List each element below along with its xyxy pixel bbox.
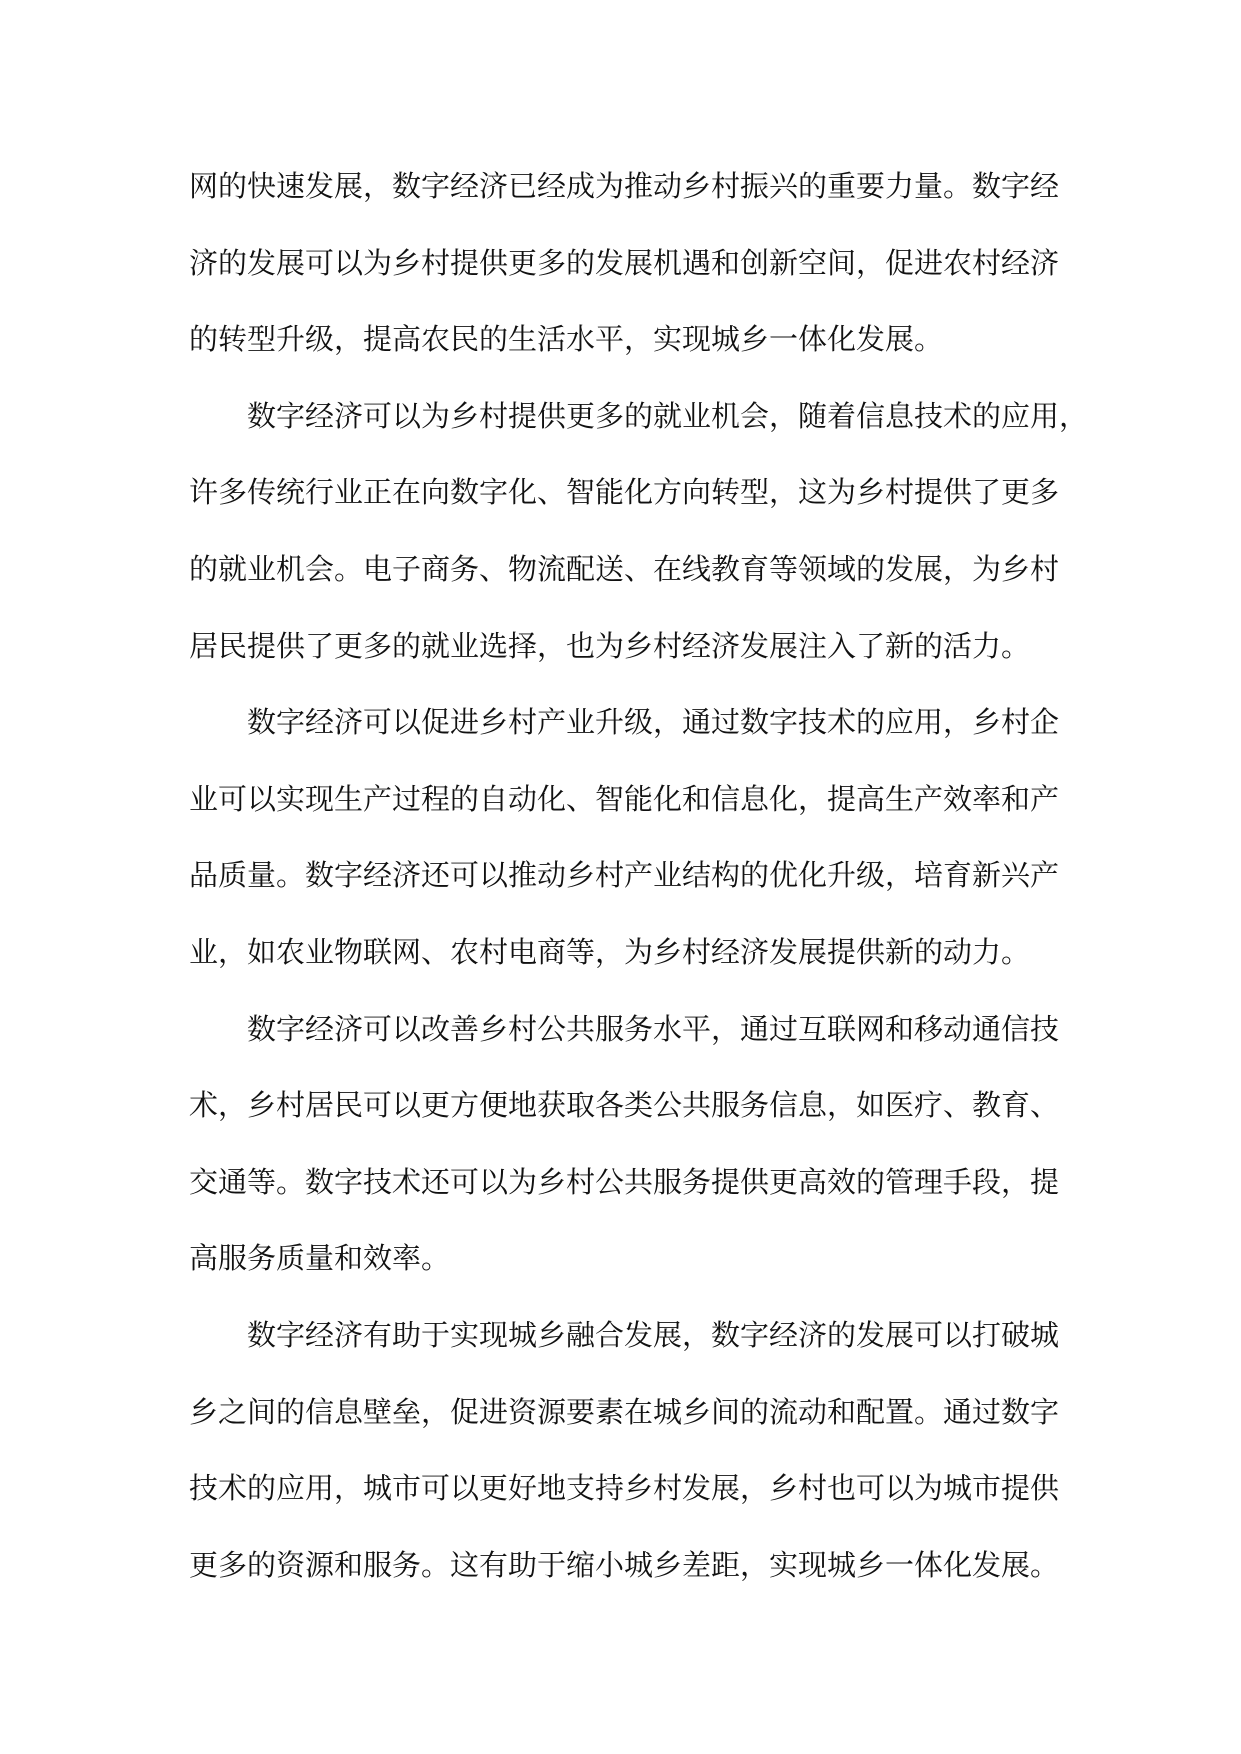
paragraph-5-line-4: 更多的资源和服务。这有助于缩小城乡差距，实现城乡一体化发展。 bbox=[189, 1547, 1060, 1582]
paragraph-1-line-3: 的转型升级，提高农民的生活水平，实现城乡一体化发展。 bbox=[189, 322, 944, 357]
paragraph-3-line-1: 数字经济可以促进乡村产业升级，通过数字技术的应用，乡村企 bbox=[247, 705, 1060, 740]
paragraph-2-line-1: 数字经济可以为乡村提供更多的就业机会，随着信息技术的应用， bbox=[247, 398, 1089, 433]
paragraph-5-line-1: 数字经济有助于实现城乡融合发展，数字经济的发展可以打破城 bbox=[247, 1317, 1060, 1352]
paragraph-3-line-4: 业，如农业物联网、农村电商等，为乡村经济发展提供新的动力。 bbox=[189, 934, 1031, 969]
document-body bbox=[189, 148, 1089, 1603]
paragraph-4-line-1: 数字经济可以改善乡村公共服务水平，通过互联网和移动通信技 bbox=[247, 1011, 1060, 1046]
paragraph-2-line-2: 许多传统行业正在向数字化、智能化方向转型，这为乡村提供了更多 bbox=[189, 475, 1060, 510]
paragraph-4-line-3: 交通等。数字技术还可以为乡村公共服务提供更高效的管理手段，提 bbox=[189, 1164, 1060, 1199]
paragraph-5-line-2: 乡之间的信息壁垒，促进资源要素在城乡间的流动和配置。通过数字 bbox=[189, 1394, 1060, 1429]
paragraph-4-line-2: 术，乡村居民可以更方便地获取各类公共服务信息，如医疗、教育、 bbox=[189, 1088, 1060, 1123]
paragraph-2-line-3: 的就业机会。电子商务、物流配送、在线教育等领域的发展，为乡村 bbox=[189, 551, 1060, 586]
paragraph-5-line-3: 技术的应用，城市可以更好地支持乡村发展，乡村也可以为城市提供 bbox=[189, 1471, 1060, 1506]
paragraph-4-line-4: 高服务质量和效率。 bbox=[189, 1241, 451, 1276]
paragraph-3-line-3: 品质量。数字经济还可以推动乡村产业结构的优化升级，培育新兴产 bbox=[189, 858, 1060, 893]
paragraph-1-line-2: 济的发展可以为乡村提供更多的发展机遇和创新空间，促进农村经济 bbox=[189, 245, 1060, 280]
paragraph-2-line-4: 居民提供了更多的就业选择，也为乡村经济发展注入了新的活力。 bbox=[189, 628, 1031, 663]
paragraph-1-line-1: 网的快速发展，数字经济已经成为推动乡村振兴的重要力量。数字经 bbox=[189, 169, 1060, 203]
paragraph-3-line-2: 业可以实现生产过程的自动化、智能化和信息化，提高生产效率和产 bbox=[189, 781, 1060, 816]
